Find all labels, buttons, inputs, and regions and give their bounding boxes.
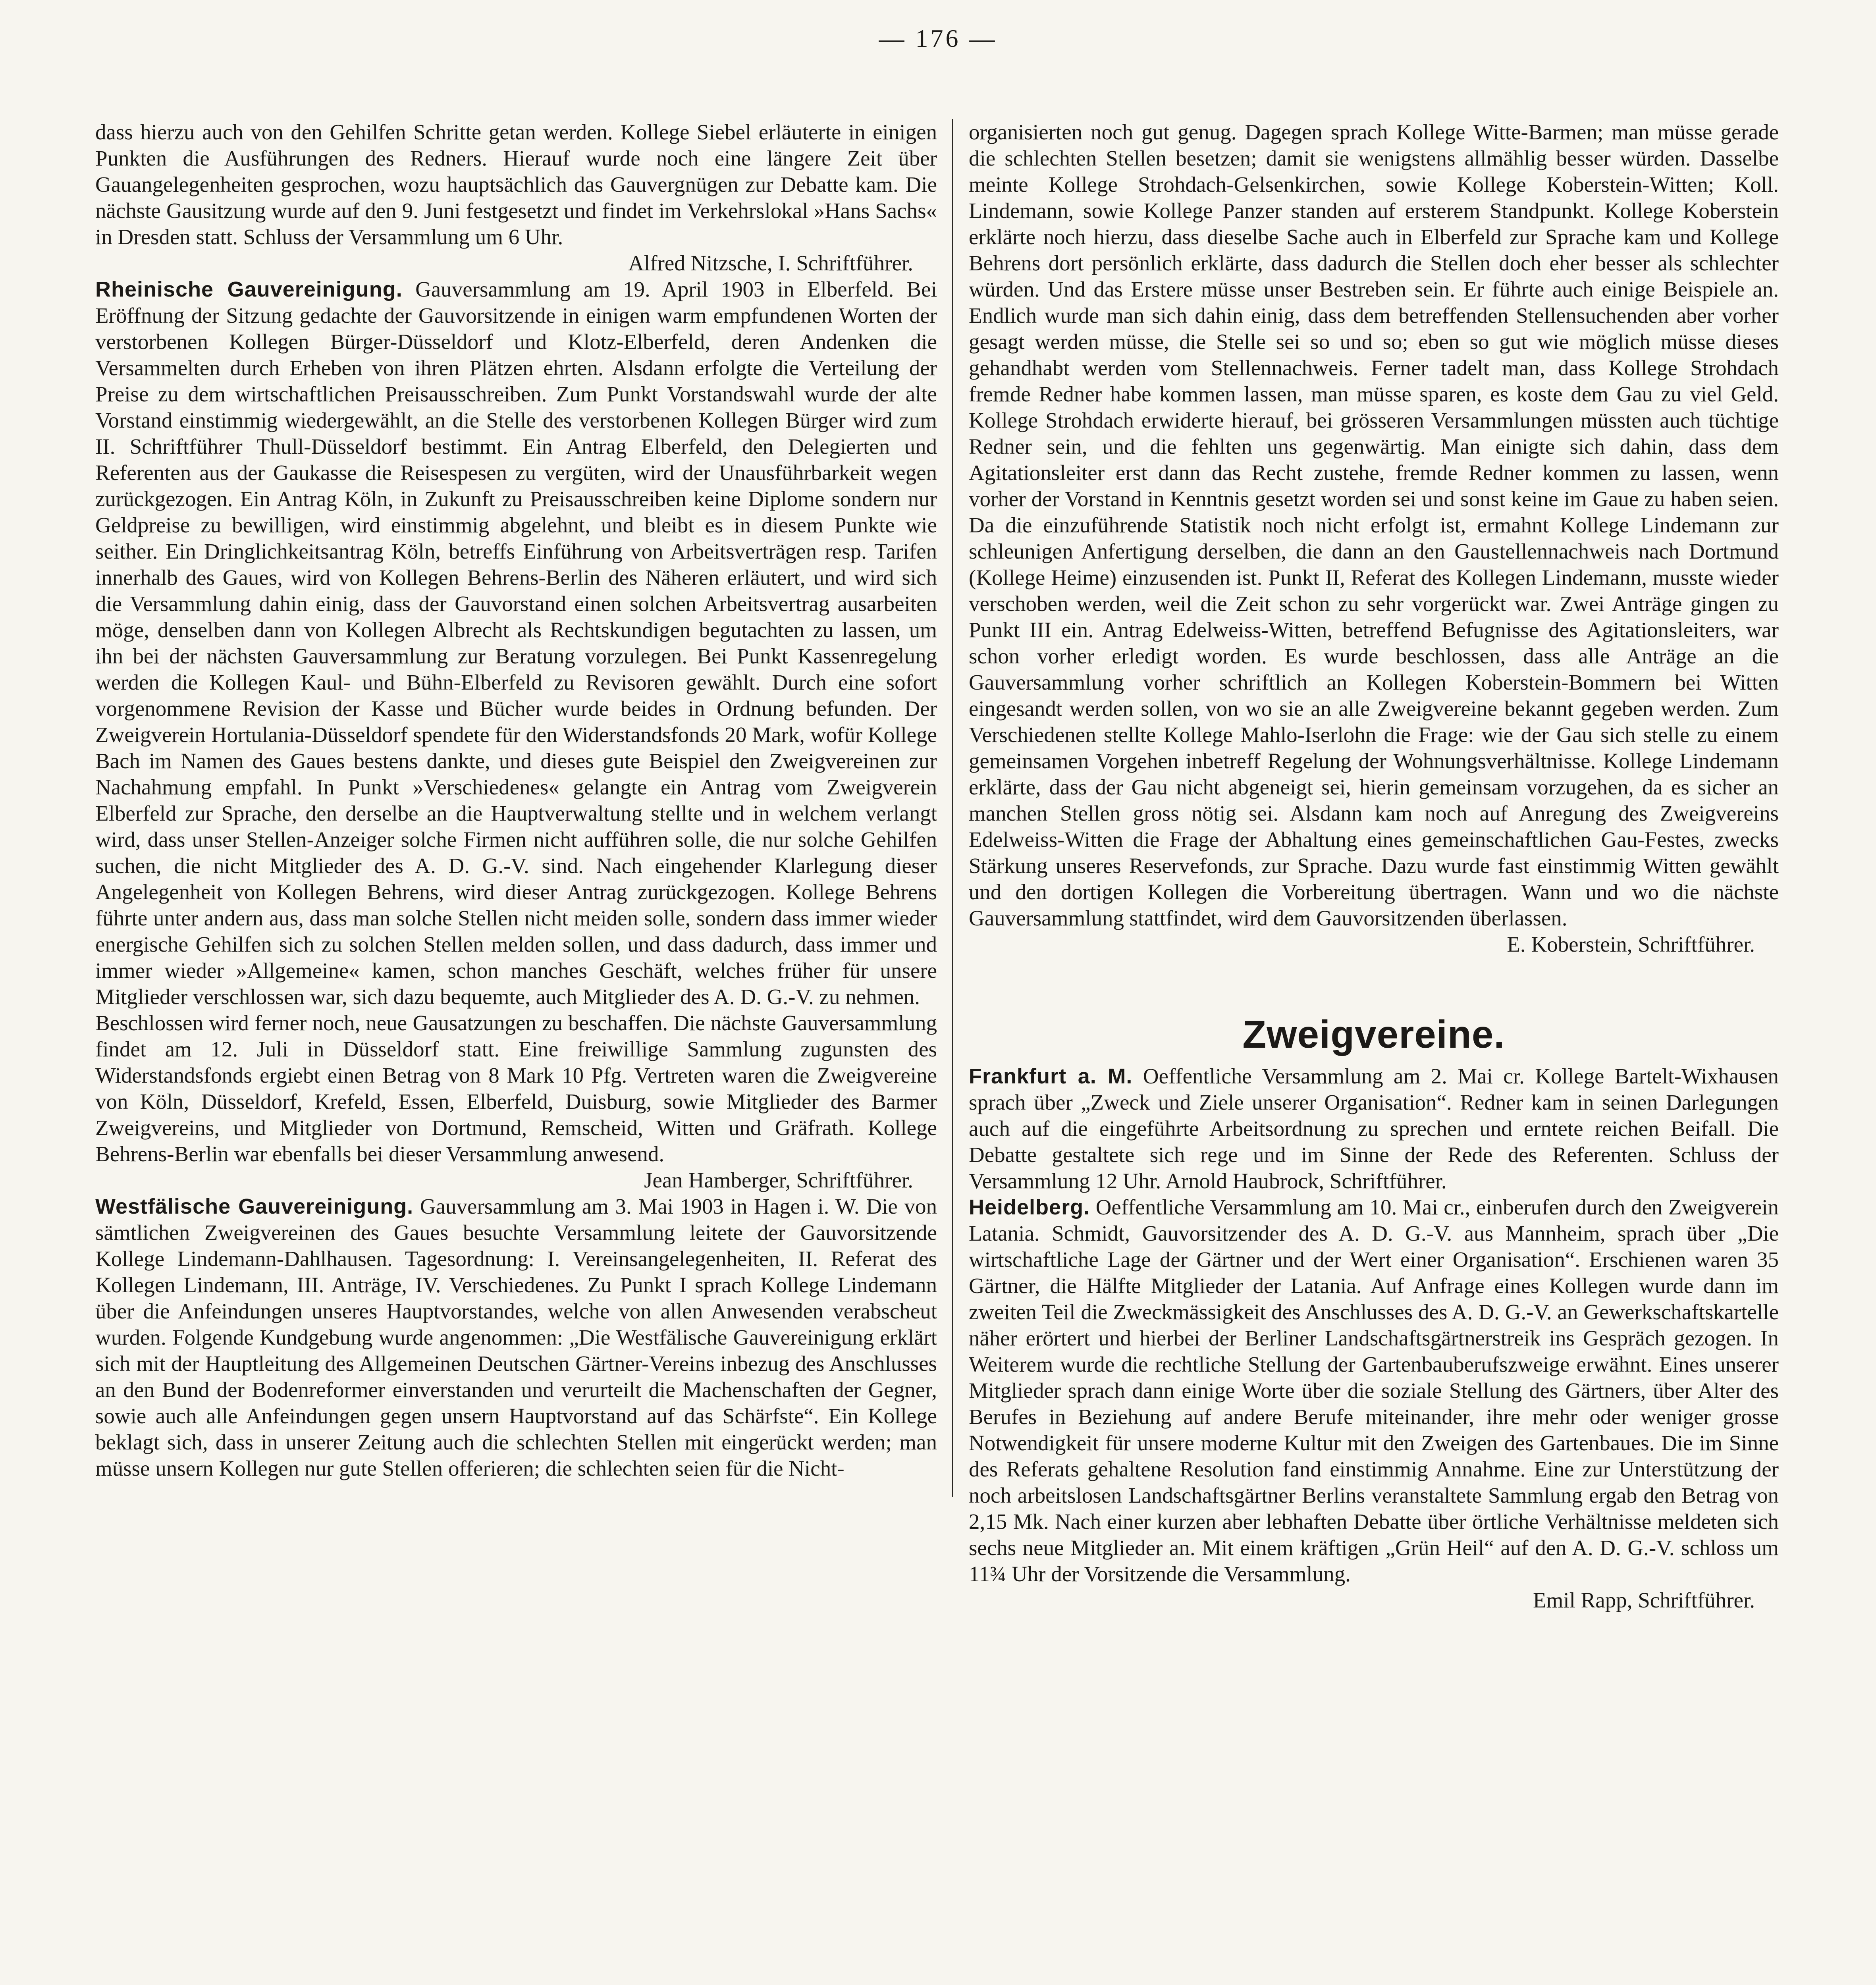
signature-line: Alfred Nitzsche, I. Schriftführer. (628, 251, 913, 275)
body-paragraph: organisierten noch gut genug. Dagegen sprach Kollege Witte-Barmen; man müsse gerade die schlechten Stellen besetzen; damit sie wenigstens allmählig besser würden. Dasselbe meinte Kollege Strohdach-Gelsenkirchen, sowie Kollege Koberstein-Witten; Koll. Lindemann, sowie Kollege Panzer standen auf ersterem Standpunkt. Kollege Koberstein erklärte noch hierzu, dass dieselbe Sache auch in Elberfeld zur Sprache kam und Kollege Behrens dort persönlich erklärte, dass dadurch die Stellen doch eher besser als schlechter würden. Und das Erstere müsse unser Bestreben sein. Er führte auch einige Beispiele an. Endlich wurde man sich dahin einig, dass dem betreffenden Stellensuchenden aber vorher gesagt werden müsse, die Stelle sei so und so; eben so gut wie möglich müsse dieses gehandhabt werden vom Stellennachweis. Ferner tadelt man, dass Kollege Strohdach fremde Redner habe kommen lassen, man müsse sparen, es koste dem Gau zu viel Geld. Kollege Strohdach erwiderte hierauf, bei grösseren Versammlungen müssten auch tüchtige Redner sein, und die fehlten uns gegenwärtig. Man einigte sich dahin, dass dem Agitationsleiter erst dann das Recht zustehe, fremde Redner kommen zu lassen, wenn vorher der Vorstand in Kenntnis gesetzt worden sei und sonst keine im Gaue zu haben seien. Da die einzuführende Statistik noch nicht erfolgt ist, ermahnt Kollege Lindemann zur schleunigen Anfertigung derselben, die dann an den Gaustellennachweis nach Dortmund (Kollege Heime) einzusenden ist. Punkt II, Referat des Kollegen Lindemann, musste wieder verschoben werden, weil die Zeit schon zu sehr vorgerückt war. Zwei Anträge gingen zu Punkt III ein. Antrag Edelweiss-Witten, betreffend Befugnisse des Agitationsleiters, war schon vorher erledigt worden. Es wurde beschlossen, dass alle Anträge an die Gauversammlung vorher schriftlich an Kollegen Koberstein-Bommern bei Witten eingesandt werden sollen, von wo sie an alle Zweigvereine bekannt gegeben werden. Zum Verschiedenen stellte Kollege Mahlo-Iserlohn die Frage: wie der Gau sich stelle zu einem gemeinsamen Vorgehen inbetreff Regelung der Wohnungsverhältnisse. Kollege Lindemann erklärte, dass der Gau nicht abgeneigt sei, hierin gemeinsam vorzugehen, da es sicher an manchen Stellen gross nötig sei. Alsdann kam noch auf Anregung des Zweigvereins Edelweiss-Witten die Frage der Abhaltung eines gemeinschaftlichen Gau-Festes, zwecks Stärkung unseres Reservefonds, zur Sprache. Dazu wurde fast einstimmig Witten gewählt und den dortigen Kollegen die Vorbereitung übertragen. Wann und wo die nächste Gauversammlung stattfindet, wird dem Gauvorsitzenden überlassen. (969, 120, 1779, 930)
report-body: Gauversammlung am 19. April 1903 in Elberfeld. Bei Eröffnung der Sitzung gedachte der Gauvorsitzende in einigen warm empfundenen Worten der verstorbenen Kollegen Bürger-Düsseldorf und Klotz-Elberfeld, deren Andenken die Versammelten durch Erheben von ihren Plätzen ehrten. Alsdann erfolgte die Verteilung der Preise zu dem wirtschaftlichen Preisausschreiben. Zum Punkt Vorstandswahl wurde der alte Vorstand einstimmig wiedergewählt, an die Stelle des verstorbenen Kollegen Bürger wird zum II. Schriftführer Thull-Düsseldorf bestimmt. Ein Antrag Elberfeld, den Delegierten und Referenten aus der Gaukasse die Reisespesen zu vergüten, wird der Unausführbarkeit wegen zurückgezogen. Ein Antrag Köln, in Zukunft zu Preisausschreiben keine Diplome sondern nur Geldpreise zu bewilligen, wird einstimmig abgelehnt, und bleibt es in diesem Punkte wie seither. Ein Dringlichkeitsantrag Köln, betreffs Einführung von Arbeitsverträgen resp. Tarifen innerhalb des Gaues, wird von Kollegen Behrens-Berlin des Näheren erläutert, und wird sich die Versammlung dahin einig, dass der Gauvorstand einen solchen Arbeitsvertrag ausarbeiten möge, denselben dann von Kollegen Albrecht als Rechtskundigen begutachten zu lassen, um ihn bei der nächsten Gauversammlung zur Beratung vorzulegen. Bei Punkt Kassenregelung werden die Kollegen Kaul- und Bühn-Elberfeld zu Revisoren gewählt. Durch eine sofort vorgenommene Revision der Kasse und Bücher wurde beides in Ordnung befunden. Der Zweigverein Hortulania-Düsseldorf spendete für den Widerstandsfonds 20 Mark, wofür Kollege Bach im Namen des Gaues bestens dankte, und dieses gute Beispiel den Zweigvereinen zur Nachahmung empfahl. In Punkt »Verschiedenes« gelangte ein Antrag vom Zweigverein Elberfeld zur Sprache, den derselbe an die Hauptverwaltung stellte und in welchem verlangt wird, dass unser Stellen-Anzeiger solche Firmen nicht aufführen solle, die nur solche Gehilfen suchen, die nicht Mitglieder des A. D. G.-V. sind. Nach eingehender Klarlegung dieser Angelegenheit von Kollegen Behrens, wird dieser Antrag zurückgezogen. Kollege Behrens führte unter andern aus, dass man solche Stellen nicht meiden solle, sondern dass immer wieder energische Gehilfen sich zu solchen Stellen melden sollen, und dass dadurch, dass immer und immer wieder »Allgemeine« kamen, schon manches Geschäft, welches früher für unsere Mitglieder verschlossen war, sich dazu bequemte, auch Mitglieder des A. D. G.-V. zu nehmen. (95, 277, 937, 1009)
signature-line: E. Koberstein, Schriftführer. (1507, 932, 1755, 956)
report-body: Oeffentliche Versammlung am 2. Mai cr. Kollege Bartelt-Wixhausen sprach über „Zweck und Ziele unserer Organisation“. Redner kam in seinen Darlegungen auch auf die eingeführte Arbeitsordnung zu sprechen und erntete reichen Beifall. Die Debatte gestaltete sich rege und im Sinne der Rede des Referenten. Schluss der Versammlung 12 Uhr. Arnold Haubrock, Schriftführer. (969, 1064, 1779, 1193)
report-heading: Heidelberg. (969, 1195, 1090, 1219)
body-paragraph: Beschlossen wird ferner noch, neue Gausatzungen zu beschaffen. Die nächste Gauversammlung findet am 12. Juli in Düsseldorf statt. Eine freiwillige Sammlung zugunsten des Widerstandsfonds ergiebt einen Betrag von 8 Mark 10 Pfg. Vertreten waren die Zweigvereine von Köln, Düsseldorf, Krefeld, Essen, Elberfeld, Duisburg, sowie Mitglieder des Barmer Zweigvereins, und Mitglieder von Dortmund, Remscheid, Witten und Gräfrath. Kollege Behrens-Berlin war ebenfalls bei dieser Versammlung anwesend. (95, 1011, 937, 1166)
page-number: — 176 — (879, 24, 997, 52)
report-body: Oeffentliche Versammlung am 10. Mai cr., einberufen durch den Zweigverein Latania. Schmidt, Gauvorsitzender des A. D. G.-V. aus Mannheim, sprach über „Die wirtschaftliche Lage der Gärtner und der Wert einer Organisation“. Erschienen waren 35 Gärtner, die Hälfte Mitglieder der Latania. Auf Anfrage eines Kollegen wurde dann im zweiten Teil die Zweckmässigkeit des Anschlusses des A. D. G.-V. an Gewerkschaftskartelle näher erörtert und hierbei der Berliner Landschaftsgärtnerstreik ins Gespräch gezogen. In Weiterem wurde die rechtliche Stellung der Gartenbauberufszweige erwähnt. Eines unserer Mitglieder sprach dann einige Worte über die soziale Stellung des Gärtners, über Alter des Berufes in Beziehung auf andere Berufe miteinander, ihre mehr oder weniger grosse Notwendigkeit für unsere moderne Kultur mit den Zweigen des Gartenbaues. Die im Sinne des Referats gehaltene Resolution fand einstimmig Annahme. Eine zur Unterstützung der noch arbeitslosen Landschaftsgärtner Berlins veranstaltete Sammlung ergab den Betrag von 2,15 Mk. Nach einer kurzen aber lebhaften Debatte über örtliche Verhältnisse meldeten sich sechs neue Mitglieder an. Mit einem kräftigen „Grün Heil“ auf den A. D. G.-V. schloss um 11¾ Uhr der Vorsitzende die Versammlung. (969, 1195, 1779, 1586)
report-heading: Westfälische Gauvereinigung. (95, 1195, 414, 1218)
left-column (95, 119, 937, 1985)
right-column (969, 119, 1779, 1985)
report-heading: Rheinische Gauvereinigung. (95, 278, 403, 301)
report-paragraph (95, 1193, 937, 1482)
signature-line: Jean Hamberger, Schriftführer. (644, 1168, 913, 1192)
report-body: Gauversammlung am 3. Mai 1903 in Hagen i. W. Die von sämtlichen Zweigvereinen des Gaues besuchte Versammlung leitete der Gauvorsitzende Kollege Lindemann-Dahlhausen. Tagesordnung: I. Vereinsangelegenheiten, II. Referat des Kollegen Lindemann, III. Anträge, IV. Verschiedenes. Zu Punkt I sprach Kollege Lindemann über die Anfeindungen unseres Hauptvorstandes, welche von allen Anwesenden verabscheut wurden. Folgende Kundgebung wurde angenommen: „Die Westfälische Gauvereinigung erklärt sich mit der Hauptleitung des Allgemeinen Deutschen Gärtner-Vereins inbezug des Anschlusses an den Bund der Bodenreformer einverstanden und verurteilt die Machenschaften der Gegner, sowie auch alle Anfeindungen gegen unsern Hauptvorstand auf das Schärfste“. Ein Kollege beklagt sich, dass in unserer Zeitung auch die schlechten Stellen mit eingerückt werden; man müsse unsern Kollegen nur gute Stellen offerieren; die schlechten seien für die Nicht- (95, 1194, 937, 1480)
report-paragraph (969, 1194, 1779, 1587)
signature-line: Emil Rapp, Schriftführer. (1533, 1588, 1755, 1612)
body-paragraph: dass hierzu auch von den Gehilfen Schritte getan werden. Kollege Siebel erläuterte in einigen Punkten die Ausführungen des Redners. Hierauf wurde noch eine längere Zeit über Gauangelegenheiten gesprochen, wozu hauptsächlich das Gauvergnügen zur Debatte kam. Die nächste Gausitzung wurde auf den 9. Juni festgesetzt und findet im Verkehrslokal »Hans Sachs« in Dresden statt. Schluss der Versammlung um 6 Uhr. (95, 120, 937, 249)
report-heading: Frankfurt a. M. (969, 1064, 1133, 1088)
report-paragraph (969, 1063, 1779, 1194)
report-paragraph (95, 276, 937, 1010)
section-title: Zweigvereine. (1242, 1012, 1505, 1056)
column-divider (952, 119, 953, 1497)
